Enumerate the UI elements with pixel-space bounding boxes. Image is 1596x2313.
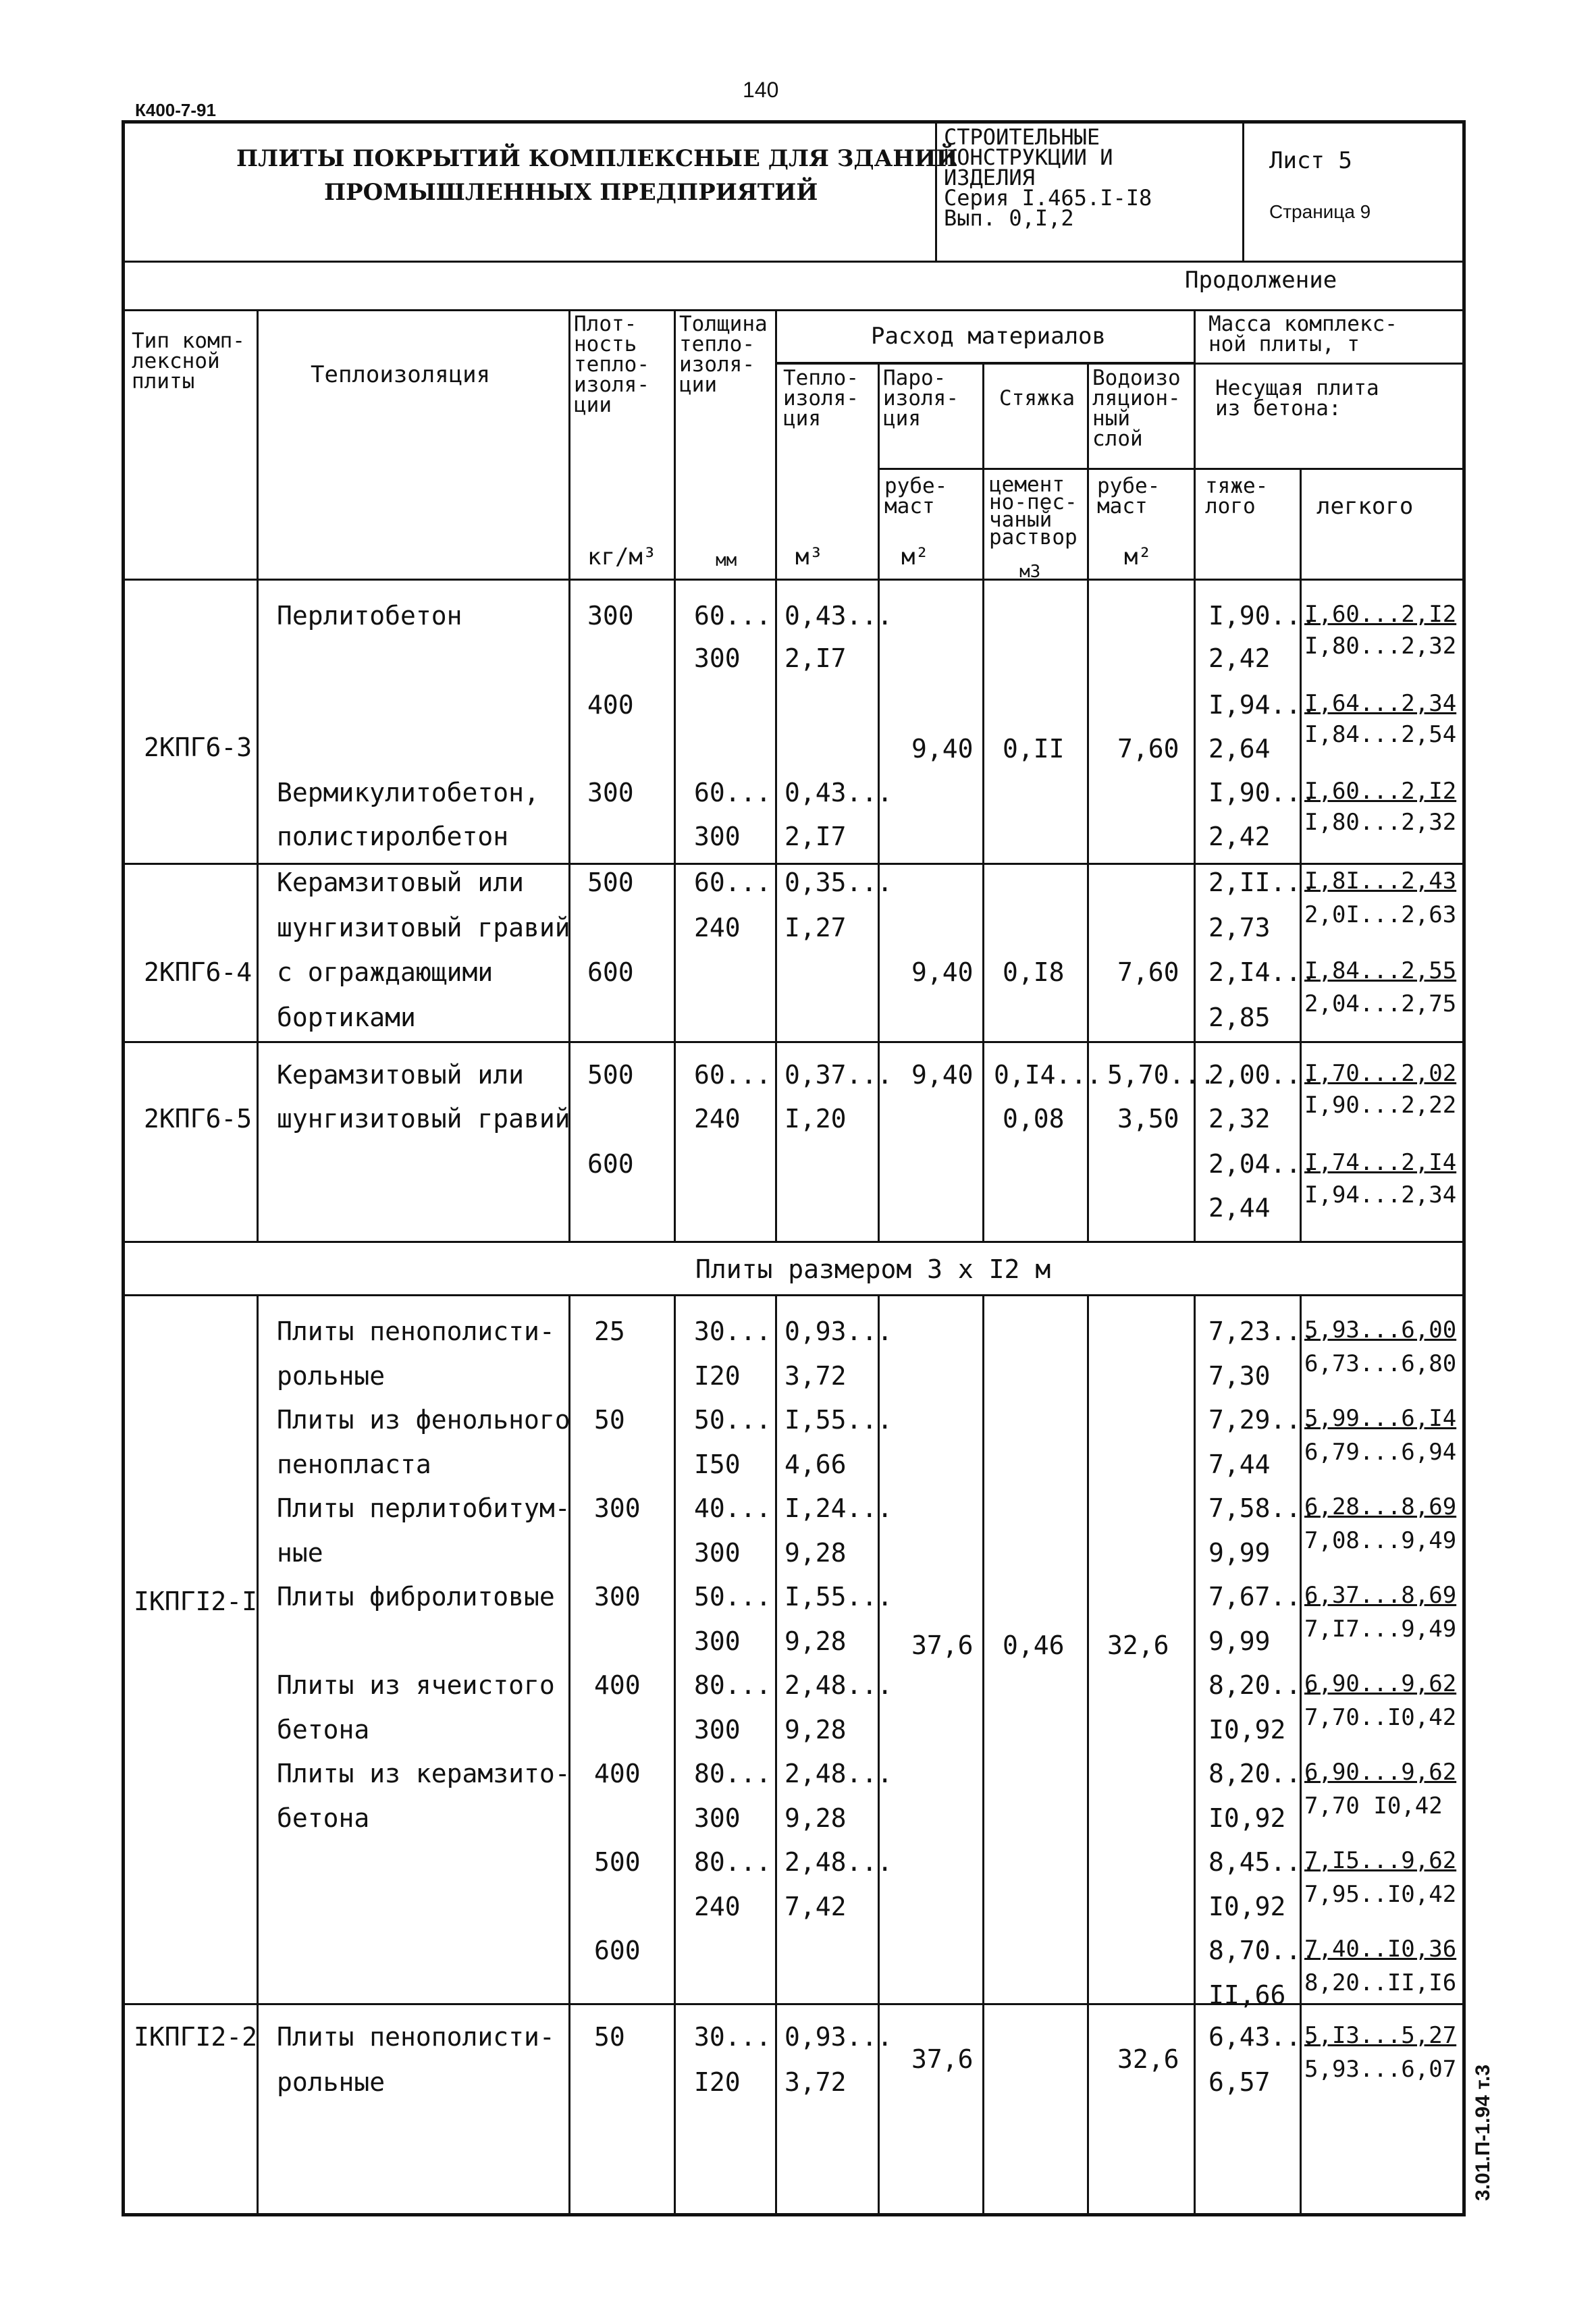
thickness-cell: 240 [694,1891,741,1921]
thickness-cell: 240 [694,1104,741,1134]
ins-volume-cell: 0,43... [784,778,893,807]
continuation-label: Продолжение [1185,267,1337,294]
type-2kpg6-5: 2КПГ6-5 [144,1104,252,1134]
heavy-cell: 2,42 [1208,643,1271,673]
water-cell: 7,60 [1117,957,1179,987]
doc-code: К400-7-91 [135,100,216,120]
light-cell: 6,90...9,62 [1304,1759,1457,1786]
heavy-cell: 7,58... [1208,1493,1317,1523]
ins-volume-cell: 7,42 [784,1891,847,1921]
water-cell: 3,50 [1117,1104,1179,1134]
heavy-cell: 2,00... [1208,1060,1317,1090]
heavy-cell: I0,92 [1208,1803,1286,1833]
heavy-cell: 7,30 [1208,1360,1271,1391]
heavy-cell: 2,44 [1208,1193,1271,1223]
light-cell: 6,79...6,94 [1304,1438,1457,1466]
thickness-cell: 60... [694,868,772,897]
heavy-cell: 2,04... [1208,1149,1317,1179]
col-water-header: Водоизо ляцион- ный слой [1092,366,1181,451]
light-cell: I,90...2,22 [1304,1092,1457,1119]
light-cell: I,94...2,34 [1304,1181,1457,1208]
insulation-text: Плиты из фенольного [277,1405,570,1435]
section-3x12-heading: Плиты размером 3 х I2 м [695,1254,1051,1284]
insulation-text: бетона [277,1714,370,1745]
light-cell: I,80...2,32 [1304,633,1457,660]
vapor-cell: 37,6 [911,1630,974,1660]
density-cell: 400 [594,1759,641,1788]
thickness-cell: 300 [694,1714,741,1745]
ins-volume-cell: I,24... [784,1493,893,1523]
light-cell: 6,90...9,62 [1304,1670,1457,1697]
ins-volume-cell: I,55... [784,1405,893,1435]
light-cell: I,60...2,I2 [1304,601,1457,628]
col-consumption-header: Расход материалов [871,323,1106,350]
thickness-cell: I50 [694,1449,741,1479]
side-code: 3.01.П-1.94 т.3 [1472,2064,1494,2201]
light-cell: I,74...2,I4 [1304,1149,1457,1176]
col-light: легкого [1316,493,1414,520]
ins-volume-cell: 9,28 [784,1626,847,1656]
screed-cell: 0,II [1003,734,1065,764]
unit-m2b: м² [1124,543,1152,570]
insulation-text: шунгизитовый гравий [277,1104,570,1134]
vapor-cell: 9,40 [911,1060,974,1090]
water-cell: 5,70... [1107,1060,1216,1090]
insulation-text: Керамзитовый или [277,868,525,897]
thickness-cell: 300 [694,1803,741,1833]
thickness-cell: 300 [694,643,741,673]
density-cell: 300 [594,1493,641,1523]
ins-volume-cell: 0,93... [784,1317,893,1346]
screed-cell: 0,08 [1003,1104,1065,1134]
screed-cell: 0,I4... [994,1060,1102,1090]
light-cell: 8,20..II,I6 [1304,1969,1457,1996]
thickness-cell: I20 [694,1360,741,1391]
col-bearing-header: Несущая плита из бетона: [1215,376,1379,421]
type-1kpg12-2: IКПГI2-2 [134,2022,258,2052]
heavy-cell: 9,99 [1208,1626,1271,1656]
thickness-cell: 300 [694,1626,741,1656]
light-cell: 7,70 I0,42 [1304,1792,1443,1819]
thickness-cell: 50... [694,1405,772,1435]
insulation-text: Керамзитовый или [277,1060,525,1090]
thickness-cell: 80... [694,1759,772,1788]
unit-m3b: м3 [1019,562,1041,582]
ins-volume-cell: 9,28 [784,1537,847,1568]
light-cell: I,84...2,55 [1304,957,1457,984]
heavy-cell: 2,64 [1208,734,1271,764]
page-label: Страница 9 [1269,201,1371,222]
series-block: СТРОИТЕЛЬНЫЕ КОНСТРУКЦИИ И ИЗДЕЛИЯ Серия I.465.I-I8 Вып. 0,I,2 [944,124,1152,231]
insulation-text: Плиты фибролитовые [277,1582,555,1612]
heavy-cell: 2,85 [1208,1003,1271,1032]
unit-m2a: м² [901,543,929,570]
insulation-text: ные [277,1537,323,1568]
heavy-cell: I,94... [1208,690,1317,720]
doc-title-line-1: ПЛИТЫ ПОКРЫТИЙ КОМПЛЕКСНЫЕ ДЛЯ ЗДАНИЙ [236,145,958,172]
density-cell: 25 [594,1317,625,1346]
type-2kpg6-3: 2КПГ6-3 [144,733,252,762]
water-cell: 32,6 [1117,2044,1179,2074]
col-insulation-header: Теплоизоляция [311,361,491,388]
col-thickness-header: Толщина тепло- изоля- ции [679,312,768,397]
light-cell: I,64...2,34 [1304,690,1457,717]
col-density-header: Плот- ность тепло- изоля- ции [574,312,649,417]
light-cell: 2,04...2,75 [1304,990,1457,1017]
heavy-cell: 2,73 [1208,913,1271,942]
density-cell: 400 [594,1670,641,1700]
ins-volume-cell: 2,48... [784,1670,893,1700]
light-cell: 6,73...6,80 [1304,1350,1457,1377]
thickness-cell: I20 [694,2067,741,2097]
sheet-number: Лист 5 [1269,147,1352,174]
insulation-text: Плиты пенополисти- [277,1317,555,1346]
insulation-text: Вермикулитобетон, [277,778,539,807]
unit-mm: мм [716,550,737,570]
thickness-cell: 300 [694,822,741,851]
heavy-cell: 2,I4... [1208,957,1317,987]
ins-volume-cell: 3,72 [784,2067,847,2097]
light-cell: 6,28...8,69 [1304,1493,1457,1520]
heavy-cell: 7,67... [1208,1582,1317,1612]
light-cell: 7,70..I0,42 [1304,1703,1457,1731]
heavy-cell: 8,20... [1208,1670,1317,1700]
density-cell: 600 [587,957,634,987]
insulation-text: Плиты перлитобитум- [277,1493,570,1523]
ins-volume-cell: 0,37... [784,1060,893,1090]
heavy-cell: 7,23... [1208,1317,1317,1346]
ins-volume-cell: 0,35... [784,868,893,897]
thickness-cell: 80... [694,1847,772,1877]
density-cell: 500 [587,1060,634,1090]
ins-volume-cell: 9,28 [784,1803,847,1833]
col-vapor-header: Паро- изоля- ция [883,366,959,431]
insulation-text: Перлитобетон [277,601,462,631]
ins-volume-cell: I,20 [784,1104,847,1134]
col-heavy: тяже- лого [1205,474,1269,519]
page-number: 140 [743,78,779,102]
ins-volume-cell: 4,66 [784,1449,847,1479]
col-cement: цемент но-пес- чаный раствор [989,473,1078,550]
heavy-cell: 2,II... [1208,868,1317,897]
heavy-cell: 6,57 [1208,2067,1271,2097]
heavy-cell: II,66 [1208,1979,1286,2010]
col-rub1: рубе- маст [884,474,948,519]
light-cell: 5,99...6,I4 [1304,1405,1457,1432]
light-cell: 7,08...9,49 [1304,1526,1457,1554]
heavy-cell: 7,44 [1208,1449,1271,1479]
light-cell: 5,I3...5,27 [1304,2022,1457,2049]
heavy-cell: I0,92 [1208,1891,1286,1921]
light-cell: I,60...2,I2 [1304,778,1457,805]
type-2kpg6-4: 2КПГ6-4 [144,957,252,987]
light-cell: I,84...2,54 [1304,721,1457,748]
light-cell: 5,93...6,00 [1304,1317,1457,1344]
heavy-cell: I,90... [1208,778,1317,807]
density-cell: 50 [594,1405,625,1435]
ins-volume-cell: 2,48... [784,1759,893,1788]
light-cell: I,70...2,02 [1304,1060,1457,1087]
heavy-cell: I,90... [1208,601,1317,631]
thickness-cell: 240 [694,913,741,942]
ins-volume-cell: 0,43... [784,601,893,631]
insulation-text: с ограждающими [277,957,494,987]
density-cell: 50 [594,2022,625,2052]
thickness-cell: 60... [694,601,772,631]
density-cell: 500 [587,868,634,897]
thickness-cell: 30... [694,2022,772,2052]
thickness-cell: 300 [694,1537,741,1568]
insulation-text: рольные [277,2067,385,2097]
heavy-cell: 2,42 [1208,822,1271,851]
ins-volume-cell: 9,28 [784,1714,847,1745]
ins-volume-cell: 2,I7 [784,643,847,673]
light-cell: 7,40..I0,36 [1304,1936,1457,1963]
water-cell: 7,60 [1117,734,1179,764]
screed-cell: 0,I8 [1003,957,1065,987]
vapor-cell: 37,6 [911,2044,974,2074]
thickness-cell: 40... [694,1493,772,1523]
heavy-cell: 8,45... [1208,1847,1317,1877]
ins-volume-cell: I,55... [784,1582,893,1612]
heavy-cell: 8,70... [1208,1936,1317,1965]
insulation-text: Плиты пенополисти- [277,2022,555,2052]
light-cell: I,8I...2,43 [1304,868,1457,895]
light-cell: 7,I7...9,49 [1304,1615,1457,1643]
col-ins-header: Тепло- изоля- ция [783,366,859,431]
thickness-cell: 50... [694,1582,772,1612]
insulation-text: шунгизитовый гравий [277,913,570,942]
insulation-text: Плиты из керамзито- [277,1759,570,1788]
density-cell: 300 [594,1582,641,1612]
col-type-header: Тип комп- лексной плиты [132,329,245,394]
insulation-text: бортиками [277,1003,416,1032]
thickness-cell: 60... [694,778,772,807]
vapor-cell: 9,40 [911,734,974,764]
heavy-cell: 6,43... [1208,2022,1317,2052]
heavy-cell: 7,29... [1208,1405,1317,1435]
thickness-cell: 60... [694,1060,772,1090]
col-screed-header: Стяжка [999,386,1075,410]
type-1kpg12-1: IКПГI2-I [134,1587,258,1616]
water-cell: 32,6 [1107,1630,1169,1660]
density-cell: 300 [587,778,634,807]
density-cell: 600 [594,1936,641,1965]
vapor-cell: 9,40 [911,957,974,987]
density-cell: 600 [587,1149,634,1179]
heavy-cell: 9,99 [1208,1537,1271,1568]
heavy-cell: 8,20... [1208,1759,1317,1788]
insulation-text: полистиролбетон [277,822,509,851]
screed-cell: 0,46 [1003,1630,1065,1660]
light-cell: 2,0I...2,63 [1304,901,1457,928]
insulation-text: бетона [277,1803,370,1833]
density-cell: 300 [587,601,634,631]
doc-title-line-2: ПРОМЫШЛЕННЫХ ПРЕДПРИЯТИЙ [324,179,818,206]
light-cell: 7,I5...9,62 [1304,1847,1457,1874]
light-cell: 6,37...8,69 [1304,1582,1457,1609]
density-cell: 500 [594,1847,641,1877]
density-cell: 400 [587,690,634,720]
ins-volume-cell: I,27 [784,913,847,942]
insulation-text: пенопласта [277,1449,431,1479]
col-mass-header: Масса комплекс- ной плиты, т [1208,312,1398,356]
thickness-cell: 30... [694,1317,772,1346]
ins-volume-cell: 0,93... [784,2022,893,2052]
ins-volume-cell: 2,48... [784,1847,893,1877]
light-cell: 5,93...6,07 [1304,2056,1457,2083]
ins-volume-cell: 3,72 [784,1360,847,1391]
light-cell: 7,95..I0,42 [1304,1880,1457,1908]
thickness-cell: 80... [694,1670,772,1700]
ins-volume-cell: 2,I7 [784,822,847,851]
insulation-text: рольные [277,1360,385,1391]
col-rub2: рубе- маст [1097,474,1161,519]
unit-m3: м³ [795,543,823,570]
unit-density: кг/м³ [587,543,657,570]
insulation-text: Плиты из ячеистого [277,1670,555,1700]
light-cell: I,80...2,32 [1304,809,1457,836]
heavy-cell: 2,32 [1208,1104,1271,1134]
heavy-cell: I0,92 [1208,1714,1286,1745]
